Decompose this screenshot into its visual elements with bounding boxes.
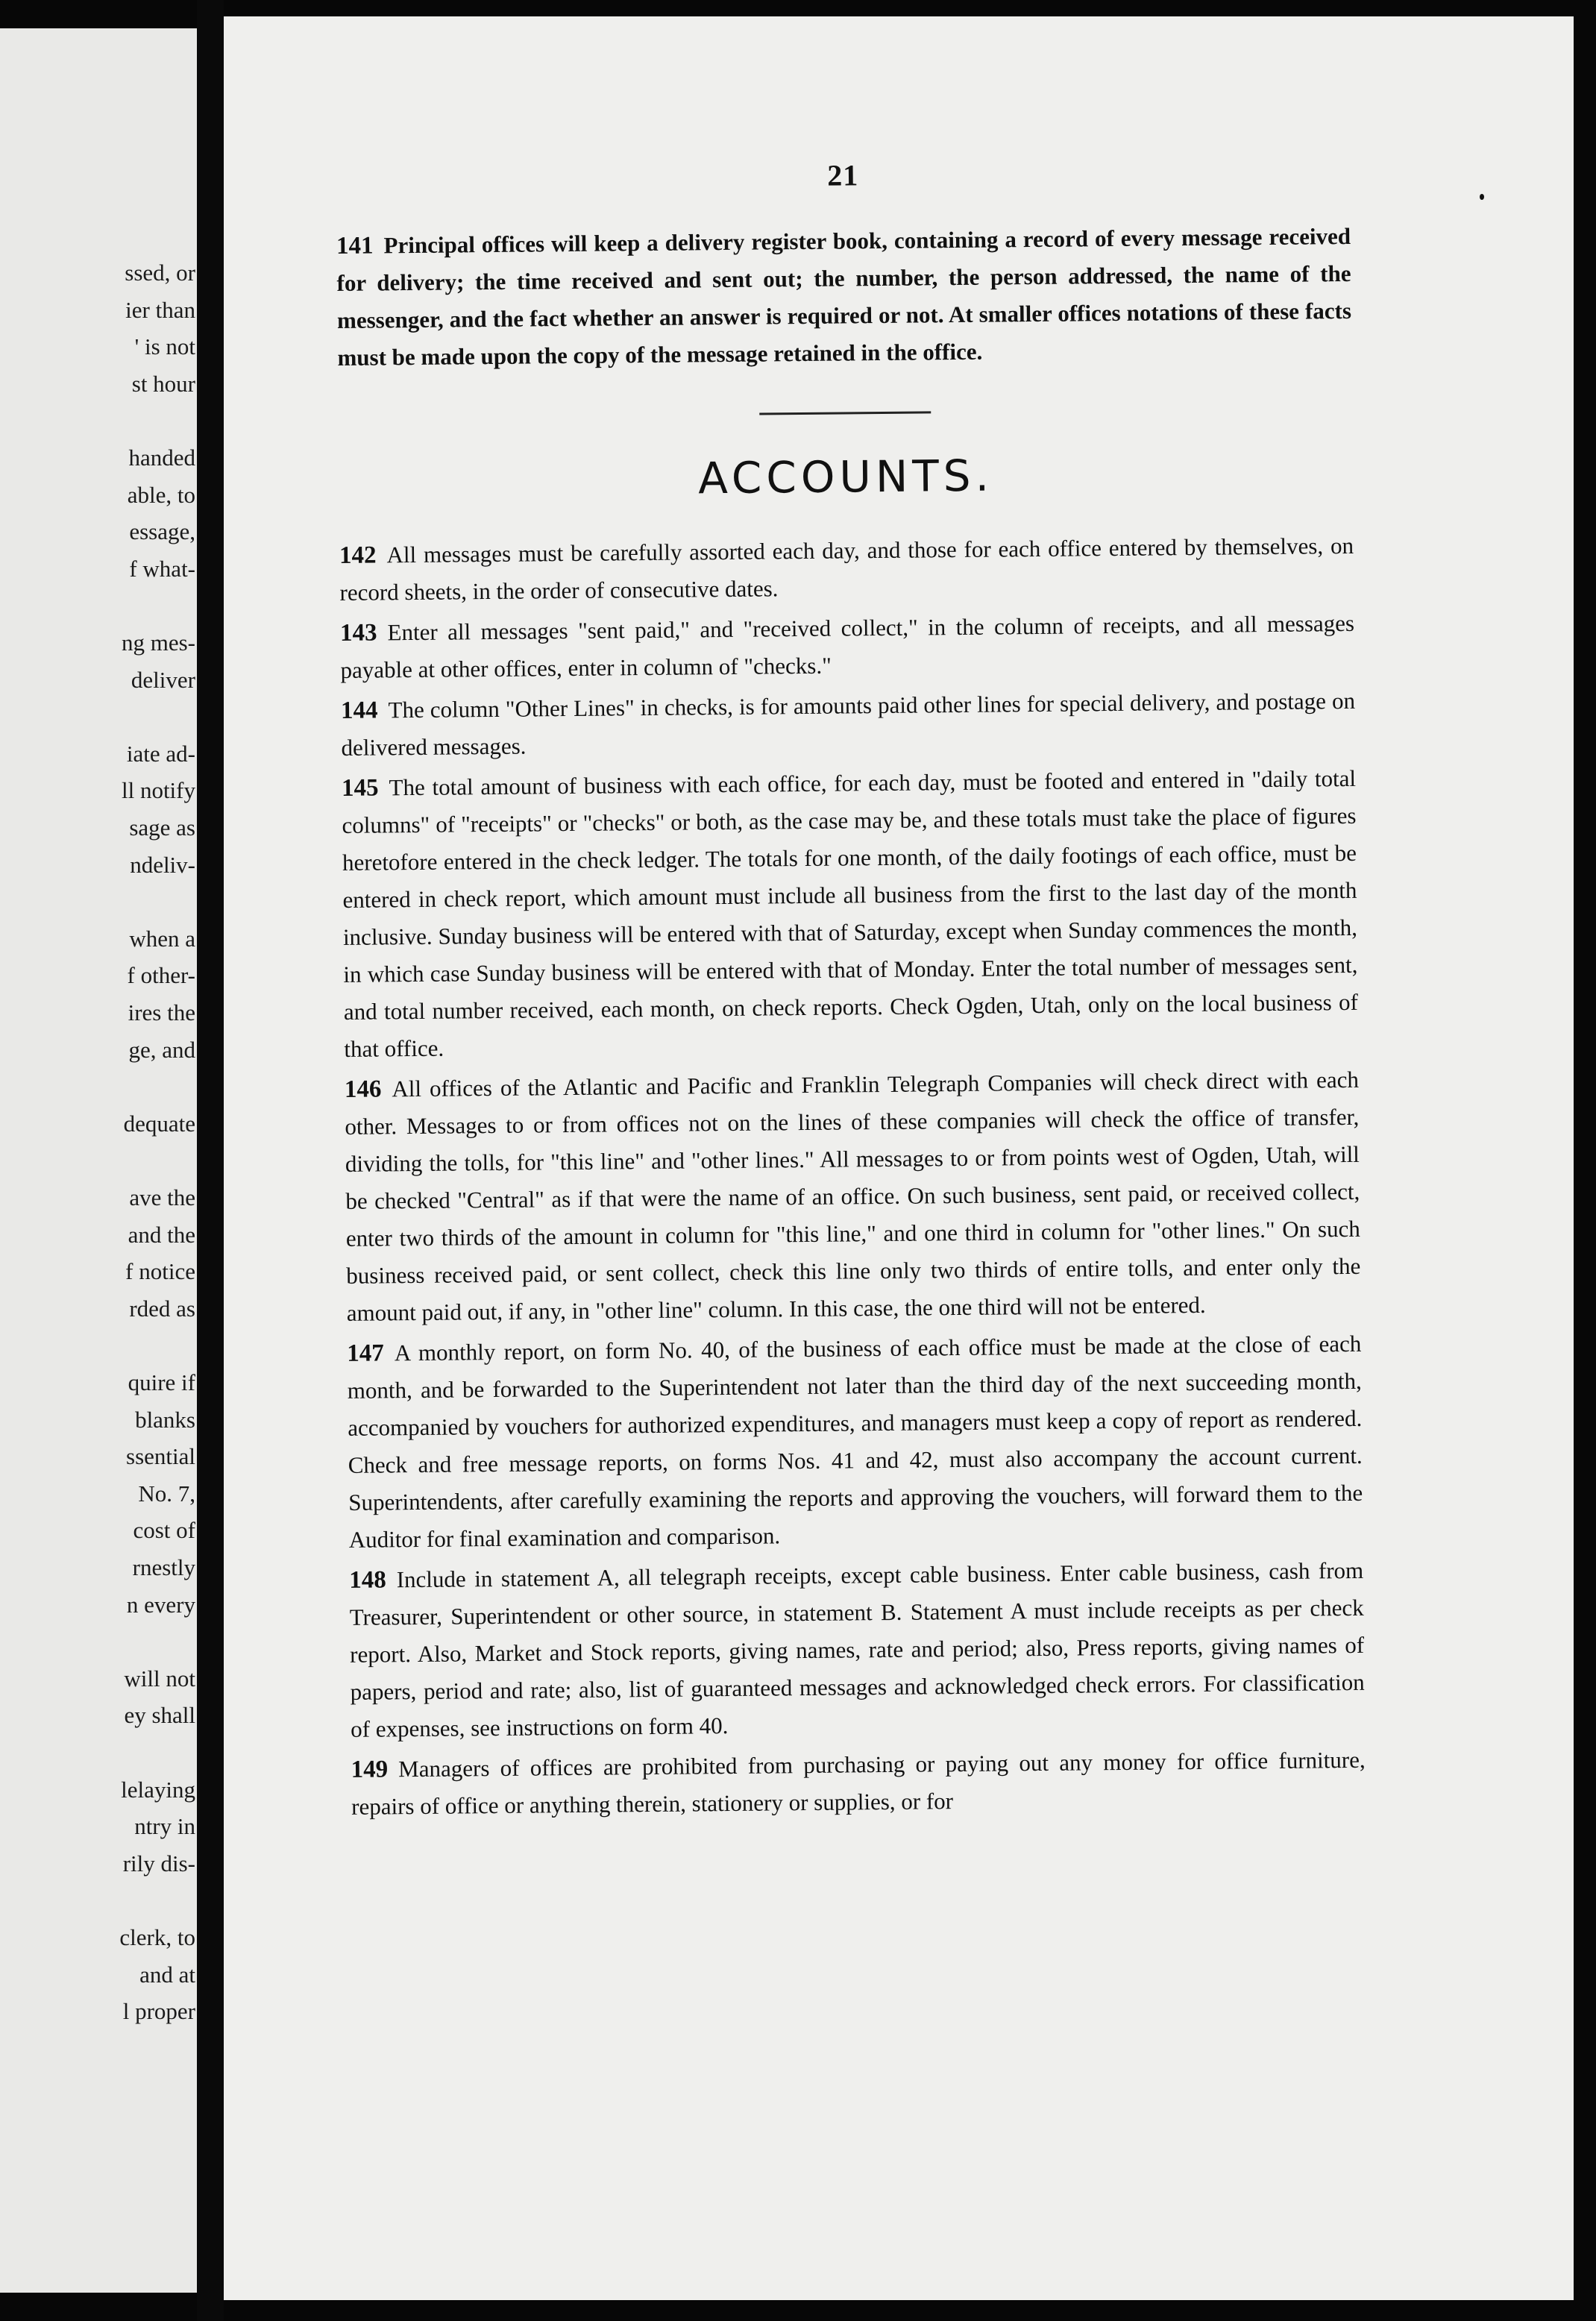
paragraph-number: 144 xyxy=(340,697,378,724)
paragraph-143 xyxy=(340,605,1355,689)
left-page-line: deliver xyxy=(131,666,195,693)
left-page-line: dequate xyxy=(123,1110,195,1137)
left-page-line: ndeliv- xyxy=(130,851,195,878)
paragraph-number: 143 xyxy=(339,619,377,647)
left-page-line: and the xyxy=(128,1221,195,1248)
left-page-line: ge, and xyxy=(128,1036,195,1063)
left-facing-page xyxy=(0,28,197,2293)
paragraph-146 xyxy=(345,1061,1361,1332)
paragraph-145 xyxy=(342,760,1359,1068)
left-page-line: clerk, to xyxy=(119,1924,195,1950)
page-content xyxy=(336,153,1366,1829)
paragraph-text: The total amount of business with each office, for each day, must be footed and entered in "daily total columns" of "receipts" or "checks" or both, as the case may be, and these totals must take the place of figures heretofore entered in the check ledger. The totals for one month, of the daily footings of each office, must be entered in check report, which amount must include all business from the first to the last day of the month inclusive. Sunday business will be entered with that of Saturday, except when Sunday commences the month, in which case Sunday business will be entered with that of Monday. Enter the total number of messages sent, and total number received, each month, on check reports. Check Ogden, Utah, only on the local business of that office. xyxy=(342,764,1359,1062)
paragraph-142 xyxy=(339,527,1354,612)
left-page-line: ll notify xyxy=(121,777,195,804)
paragraph-144 xyxy=(341,682,1356,767)
paragraph-number: 141 xyxy=(336,232,374,260)
paragraph-number: 148 xyxy=(349,1566,386,1594)
left-page-line: rded as xyxy=(129,1295,195,1322)
paragraph-text: All messages must be carefully assorted each day, and those for each office entered by themselves, on record sheets, in the order of consecutive dates. xyxy=(339,532,1354,606)
left-page-line: and at xyxy=(139,1961,195,1988)
paragraph-148 xyxy=(349,1552,1365,1748)
left-page-line: st hour xyxy=(131,370,195,397)
left-page-line: ey shall xyxy=(124,1702,195,1729)
paragraph-141 xyxy=(336,218,1352,377)
main-page xyxy=(224,16,1574,2300)
left-page-line: sage as xyxy=(129,814,195,841)
paragraph-text: All offices of the Atlantic and Pacific and Franklin Telegraph Companies will check direct with each other. Messages to or from offices not on the lines of these companies will check the office of transfer, dividing the tolls, for "this line" and "other lines." All messages to or from points west of Ogden, Utah, will be checked "Central" as if that were the name of an office. On such business, sent paid, or received collect, enter two thirds of the amount in column for "this line," and one third in column for "other lines." On such business received paid, or sent collect, check this line only two thirds of entire tolls, and enter only the amount paid out, if any, in "other line" column. In this case, the one third will not be entered. xyxy=(345,1066,1361,1326)
left-page-line: cost of xyxy=(133,1517,195,1544)
paragraph-text: The column "Other Lines" in checks, is for amounts paid other lines for special delivery, and postage on delivered messages. xyxy=(341,687,1356,761)
paragraph-text: Include in statement A, all telegraph receipts, except cable business. Enter cable business, cash from Treasurer, Superintendent or other source, in statement B. Statement A must include receipts as per check report. Also, Market and Stock reports, giving names, rate and period; also, Press reports, giving names of papers, period and rate; also, list of guaranteed messages and acknowledged check errors. For classification of expenses, see instructions on form 40. xyxy=(349,1557,1365,1742)
left-page-line: lelaying xyxy=(121,1776,195,1803)
paragraph-number: 147 xyxy=(347,1339,385,1367)
left-page-line: l proper xyxy=(122,1998,195,2025)
left-page-line: ave the xyxy=(129,1184,195,1210)
left-page-line: rily dis- xyxy=(122,1850,195,1876)
left-page-line: f what- xyxy=(129,555,195,582)
paragraph-number: 149 xyxy=(351,1756,389,1783)
left-page-line: n every xyxy=(126,1591,195,1618)
left-page-line: ier than xyxy=(125,296,195,323)
scan-speck xyxy=(1480,194,1484,200)
section-divider xyxy=(759,411,931,415)
left-page-line: f notice xyxy=(125,1258,195,1285)
left-page-line: iate ad- xyxy=(126,740,195,767)
left-page-line: ssential xyxy=(126,1443,195,1470)
paragraph-149 xyxy=(351,1741,1366,1826)
left-page-line: ires the xyxy=(128,999,195,1026)
paragraph-text: Enter all messages "sent paid," and "received collect," in the column of receipts, and all messages payable at other offices, enter in column of "checks." xyxy=(340,609,1355,683)
paragraph-number: 142 xyxy=(339,541,377,569)
left-page-line: essage, xyxy=(129,518,195,545)
left-page-line: will not xyxy=(124,1665,195,1692)
page-number: 21 xyxy=(826,158,859,192)
left-page-line: blanks xyxy=(135,1406,195,1433)
left-page-line: ntry in xyxy=(134,1813,195,1840)
left-page-line: rnestly xyxy=(132,1554,195,1580)
left-page-line: f other- xyxy=(127,962,195,989)
left-page-line: when a xyxy=(129,925,195,952)
left-page-line: ' is not xyxy=(134,333,195,360)
paragraph-text: Managers of offices are prohibited from purchasing or paying out any money for office furniture, repairs of office or anything therein, stationery or supplies, or for xyxy=(351,1746,1366,1820)
paragraph-number: 145 xyxy=(341,774,379,802)
section-heading: ACCOUNTS. xyxy=(697,450,994,504)
paragraph-147 xyxy=(347,1325,1363,1559)
book-gutter xyxy=(197,0,224,2321)
left-page-line: handed xyxy=(128,445,195,471)
paragraph-number: 146 xyxy=(344,1075,382,1103)
paragraph-text: Principal offices will keep a delivery register book, containing a record of every message received for delivery; the time received and sent out; the number, the person addressed, the name of the messenger, and the fact whether an answer is required or not. At smaller offices notations of these facts must be made upon the copy of the message retained in the office. xyxy=(336,222,1352,371)
left-page-line: ssed, or xyxy=(125,260,195,286)
paragraph-text: A monthly report, on form No. 40, of the business of each office must be made at the close of each month, and be forwarded to the Superintendent not later than the third day of the next succeeding month, accompanied by vouchers for authorized expenditures, and managers must keep a copy of report as rendered. Check and free message reports, on forms Nos. 41 and 42, must also accompany the account current. Superintendents, after carefully examining the reports and approving the vouchers, will forward them to the Auditor for final examination and comparison. xyxy=(347,1330,1363,1553)
left-page-line: quire if xyxy=(128,1369,195,1395)
left-page-line: No. 7, xyxy=(138,1480,195,1507)
left-page-line: able, to xyxy=(127,481,195,508)
left-page-line: ng mes- xyxy=(121,629,195,656)
